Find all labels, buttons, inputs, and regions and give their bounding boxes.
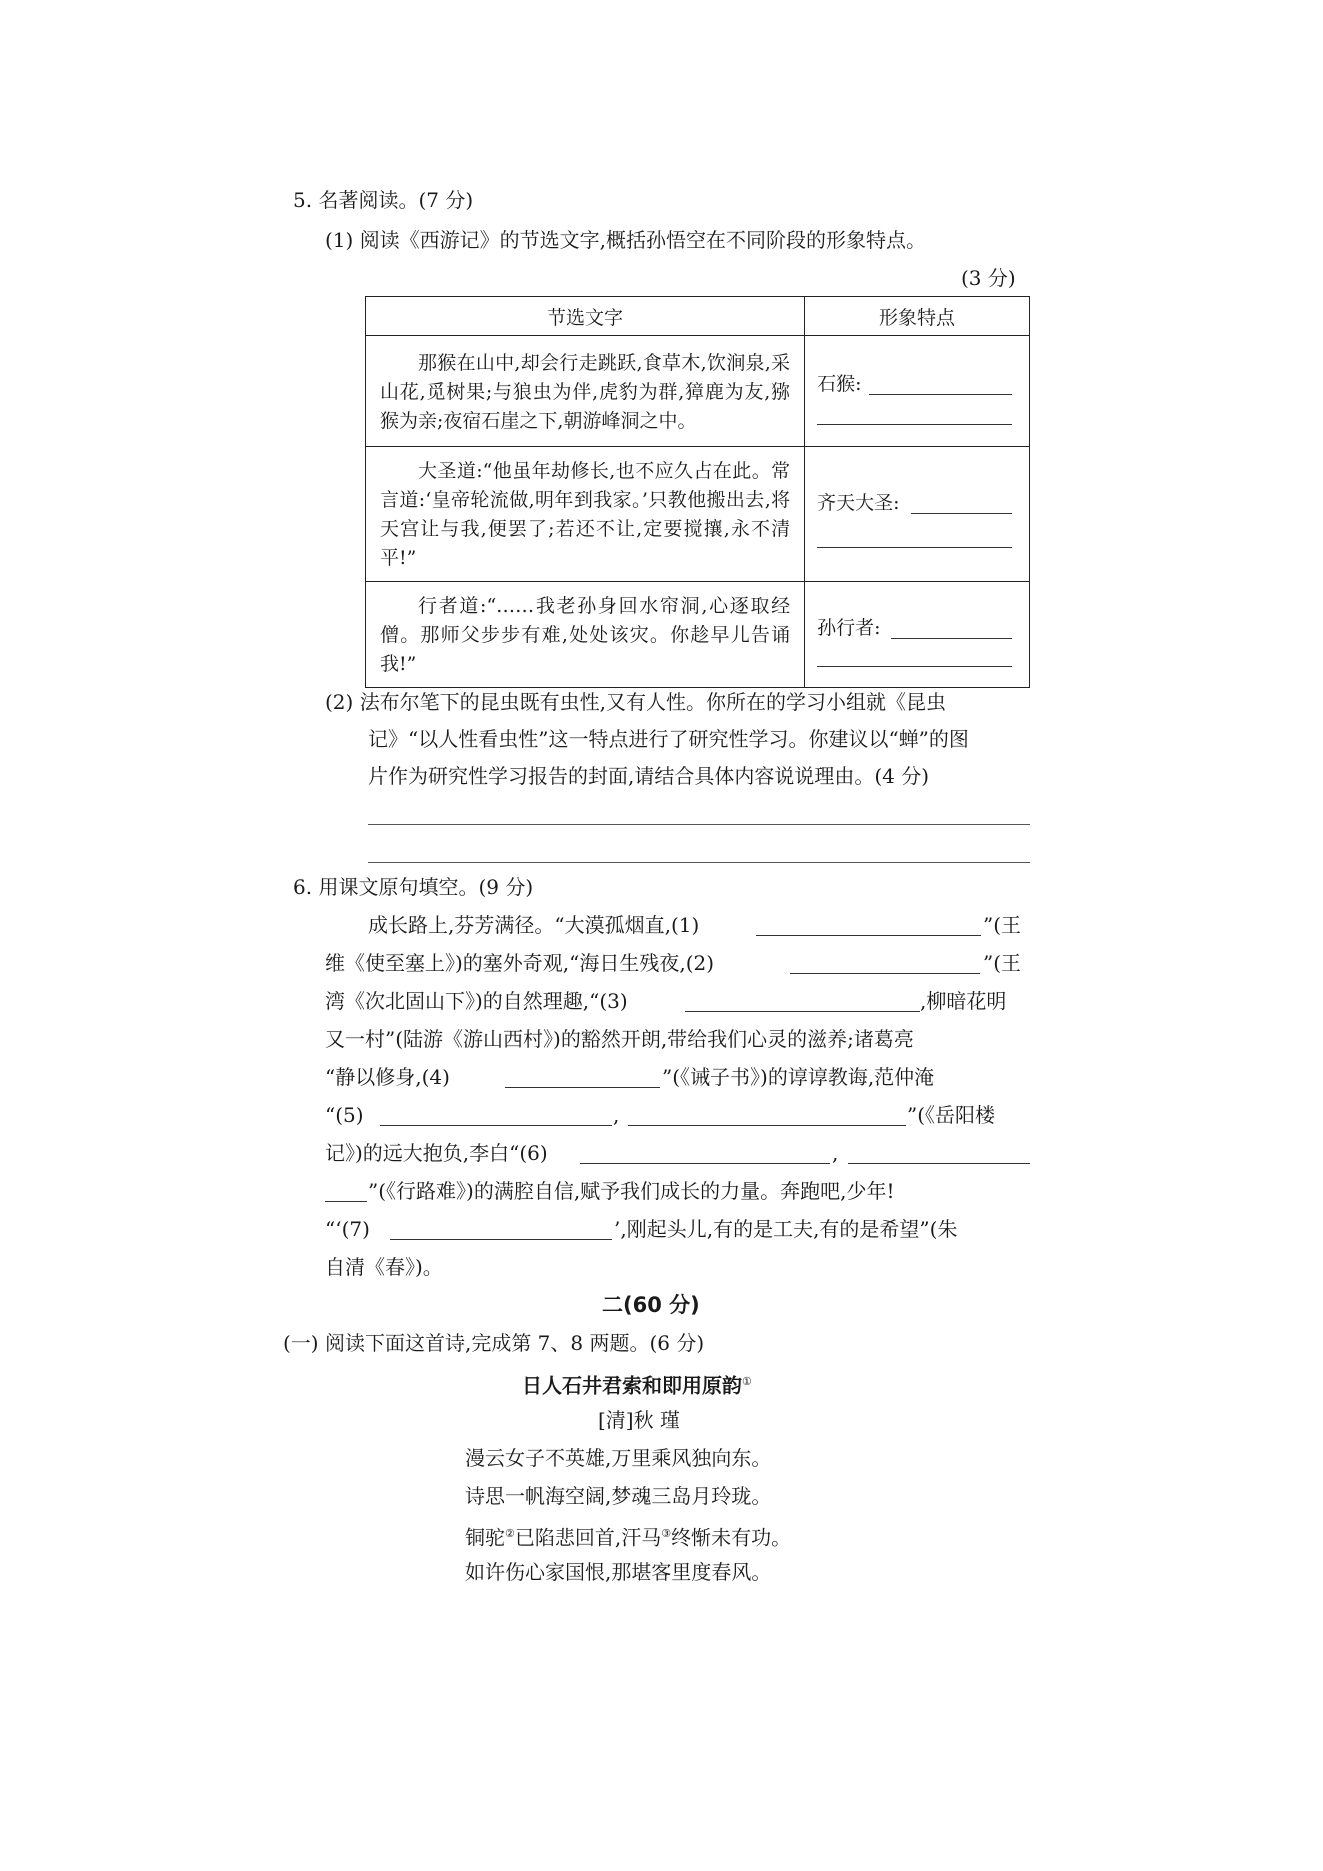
q6-s6: “(5)	[325, 1103, 364, 1127]
poem-line-3: 铜驼②已陷悲回首,汗马③终惭未有功。	[465, 1525, 792, 1550]
trait-answer-blank[interactable]	[911, 513, 1012, 514]
excerpt-cell	[366, 336, 805, 447]
fill-blank-7[interactable]	[390, 1239, 612, 1240]
fill-blank-5b[interactable]	[628, 1125, 906, 1126]
q6-s5: “静以修身,(4)	[325, 1065, 450, 1089]
poem-line-1: 漫云女子不英雄,万里乘风独向东。	[465, 1446, 772, 1470]
fill-blank-1[interactable]	[756, 935, 981, 936]
col-excerpt-header: 节选文字	[366, 297, 805, 336]
excerpt-text-2: 大圣道:“他虽年劫修长,也不应久占在此。常言道:‘皇帝轮流做,明年到我家。’只教他搬出去,将天宫让与我,便罢了;若还不让,定要搅攘,永不清平!”	[380, 460, 791, 569]
excerpt-text-3: 行者道:“……我老孙身回水帘洞,心逐取经僧。那师父步步有难,处处该灾。你趁早儿告诵我!”	[380, 595, 791, 675]
footnote-marker: ③	[661, 1527, 672, 1540]
fill-blank-4[interactable]	[505, 1087, 660, 1088]
q5-sub2-line2: 记》“以人性看虫性”这一特点进行了研究性学习。你建议以“蝉”的图	[368, 727, 969, 751]
trait-answer-blank[interactable]	[891, 638, 1012, 639]
trait-label-shihou: 石猴:	[817, 373, 862, 395]
q5-sub2-line3: 片作为研究性学习报告的封面,请结合具体内容说说理由。(4 分)	[368, 764, 930, 788]
trait-label-sunxingzhe: 孙行者:	[817, 616, 881, 639]
trait-cell	[805, 582, 1030, 688]
part2-heading: 二(60 分)	[602, 1293, 700, 1317]
poem-line-4: 如许伤心家国恨,那堪客里度春风。	[465, 1560, 772, 1584]
footnote-marker: ②	[505, 1527, 515, 1540]
trait-answer-blank[interactable]	[817, 547, 1012, 548]
excerpt-cell	[366, 582, 805, 688]
q6-s9: “‘(7)	[325, 1217, 370, 1241]
fill-blank-6a[interactable]	[580, 1163, 830, 1164]
footnote-marker: ①	[742, 1375, 752, 1388]
answer-line[interactable]	[368, 862, 1030, 863]
poem-title: 日人石井君索和即用原韵①	[522, 1373, 752, 1398]
q6-s6e: ”(《岳阳楼	[907, 1103, 996, 1127]
part2-intro: (一) 阅读下面这首诗,完成第 7、8 两题。(6 分)	[283, 1331, 705, 1355]
excerpt-text-1: 那猴在山中,却会行走跳跃,食草木,饮涧泉,采山花,觅树果;与狼虫为伴,虎豹为群,獐鹿为友,猕猴为亲;夜宿石崖之下,朝游峰洞之中。	[380, 351, 791, 432]
q6-s2: 维《使至塞上》)的塞外奇观,“海日生残夜,(2)	[325, 951, 715, 975]
fill-blank-6c[interactable]	[325, 1201, 367, 1202]
q6-s3: 湾《次北固山下》)的自然理趣,“(3)	[325, 989, 628, 1013]
trait-label-qitian: 齐天大圣:	[817, 492, 900, 514]
trait-answer-blank[interactable]	[817, 666, 1012, 667]
fill-blank-3[interactable]	[685, 1011, 920, 1012]
q6-s5e: ”(《诫子书》)的谆谆教诲,范仲淹	[662, 1065, 935, 1089]
q6-s1e: ”(王	[983, 913, 1022, 937]
q6-s7: 记》)的远大抱负,李白“(6)	[325, 1141, 548, 1165]
q6-s3e: ,柳暗花明	[920, 989, 1007, 1013]
q5-sub2-line1: (2) 法布尔笔下的昆虫既有虫性,又有人性。你所在的学习小组就《昆虫	[325, 690, 947, 714]
q5-sub1-score: (3 分)	[961, 266, 1016, 290]
excerpt-table	[365, 296, 1030, 688]
col-trait-header: 形象特点	[805, 297, 1030, 336]
answer-line[interactable]	[368, 824, 1030, 825]
q6-s7m: ,	[832, 1141, 839, 1165]
q6-s2e: ”(王	[983, 951, 1022, 975]
q6-s4: 又一村”(陆游《游山西村》)的豁然开朗,带给我们心灵的滋养;诸葛亮	[325, 1027, 914, 1051]
q5-sub1: (1) 阅读《西游记》的节选文字,概括孙悟空在不同阶段的形象特点。	[325, 228, 927, 252]
trait-cell	[805, 336, 1030, 447]
excerpt-cell	[366, 447, 805, 582]
fill-blank-6b[interactable]	[848, 1163, 1030, 1164]
q5-title: 5. 名著阅读。(7 分)	[293, 188, 474, 212]
poem-line-2: 诗思一帆海空阔,梦魂三岛月玲珑。	[465, 1484, 772, 1508]
q6-s6m: ,	[613, 1103, 620, 1127]
q6-s10: 自清《春》)。	[325, 1255, 443, 1279]
q6-title: 6. 用课文原句填空。(9 分)	[293, 875, 534, 899]
poem-author: [清]秋 瑾	[598, 1408, 680, 1432]
q6-s9e: ’,刚起头儿,有的是工夫,有的是希望”(朱	[614, 1217, 958, 1241]
trait-cell	[805, 447, 1030, 582]
q6-s8e: ”(《行路难》)的满腔自信,赋予我们成长的力量。奔跑吧,少年!	[368, 1179, 895, 1203]
trait-answer-blank[interactable]	[817, 424, 1012, 425]
fill-blank-2[interactable]	[790, 973, 980, 974]
trait-answer-blank[interactable]	[869, 394, 1012, 395]
fill-blank-5a[interactable]	[380, 1125, 612, 1126]
q6-s1: 成长路上,芬芳满径。“大漠孤烟直,(1)	[368, 913, 700, 937]
